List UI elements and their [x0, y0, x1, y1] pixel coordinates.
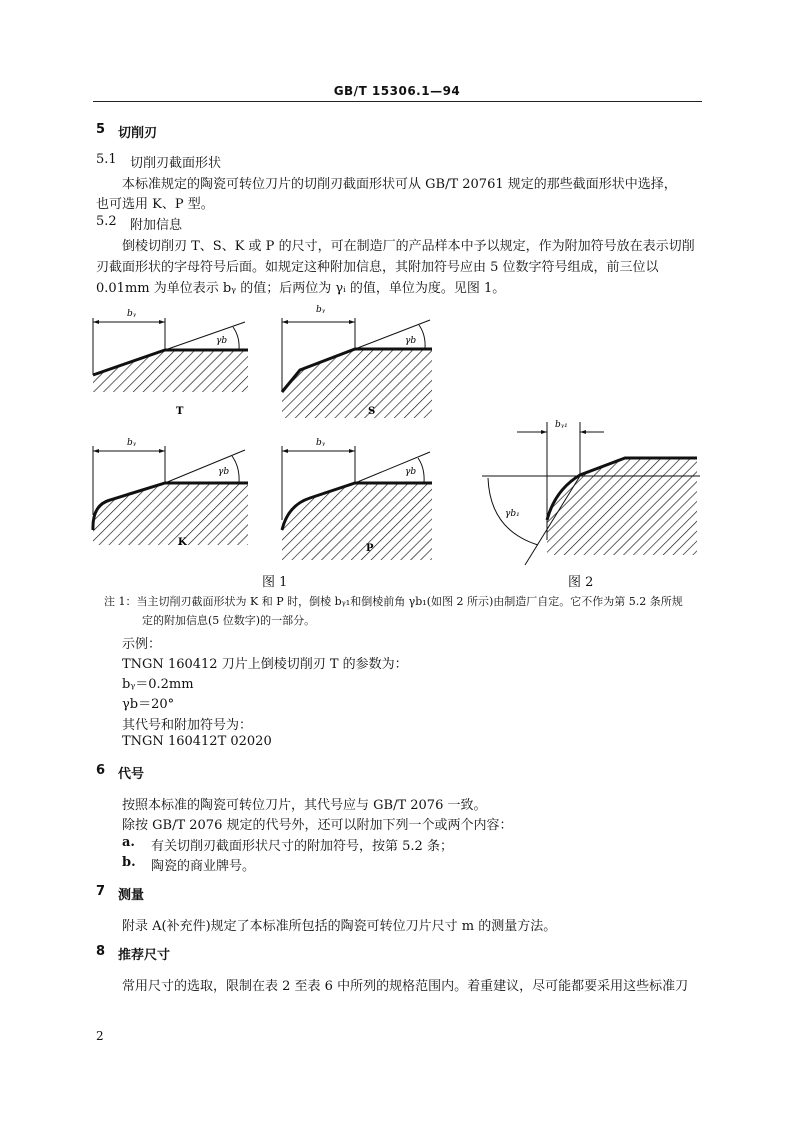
fig2-g-label: γb₁ [505, 509, 520, 519]
sec6-item-a: 有关切削刃截面形状尺寸的附加符号，按第 5.2 条； [151, 839, 453, 854]
sec6-item-a-label: a. [122, 835, 135, 850]
S-letter: S [368, 406, 376, 417]
sec5-2-num: 5.2 [96, 214, 117, 229]
example-line2: bᵧ＝0.2mm [122, 677, 194, 692]
S-b-label: bᵧ [316, 305, 326, 315]
sec8-title: 推荐尺寸 [118, 948, 171, 963]
header-code: GB/T 15306.1—94 [333, 84, 461, 98]
sec5-2-line3: 0.01mm 为单位表示 bᵧ 的值；后两位为 γᵢ 的值，单位为度。见图 1。 [96, 281, 506, 296]
S-g-label: γb [405, 336, 417, 346]
note-line1: 注 1：当主切削刃截面形状为 K 和 P 时，倒棱 bᵧ₁和倒棱前角 γb₁(如图 2 所示)由制造厂自定。它不作为第 5.2 条所规 [104, 595, 683, 608]
sec5-1-line2: 也可选用 K、P 型。 [96, 197, 214, 212]
sec7-line1: 附录 A(补充件)规定了本标准所包括的陶瓷可转位刀片尺寸 m 的测量方法。 [122, 919, 557, 934]
example-line1: TNGN 160412 刀片上倒棱切削刃 T 的参数为： [122, 657, 408, 672]
fig2-b-label: bᵧ₁ [555, 420, 568, 430]
K-letter: K [178, 537, 187, 548]
sec8-line1: 常用尺寸的选取，限制在表 2 至表 6 中所列的规格范围内。着重建议，尽可能都要采用这些标准刀 [122, 979, 689, 994]
T-letter: T [176, 406, 184, 417]
page-number: 2 [96, 1029, 104, 1043]
P-b-label: bᵧ [316, 438, 326, 448]
T-g-label: γb [216, 336, 228, 346]
figure2-drawing [482, 420, 700, 565]
example-line3: γb＝20° [122, 697, 175, 712]
example-line5: TNGN 160412T 02020 [122, 734, 272, 749]
K-g-label: γb [218, 467, 230, 477]
sec6-title: 代号 [118, 767, 145, 782]
sec5-1-num: 5.1 [96, 152, 117, 167]
profile-P [282, 438, 432, 560]
example-line4: 其代号和附加符号为： [122, 718, 253, 733]
sec5-2-title: 附加信息 [130, 218, 183, 233]
sec7-title: 测量 [118, 888, 145, 903]
sec5-2-line2: 刃截面形状的字母符号后面。如规定这种附加信息，其附加符号应由 5 位数字符号组成，前三位以 [96, 260, 659, 275]
sec7-num: 7 [96, 884, 106, 899]
sec5-1-title: 切削刃截面形状 [130, 156, 222, 171]
figure1-caption: 图 1 [262, 575, 288, 590]
sec6-line1: 按照本标准的陶瓷可转位刀片，其代号应与 GB/T 2076 一致。 [122, 798, 487, 813]
figure2-caption: 图 2 [568, 575, 594, 590]
sec5-num: 5 [96, 122, 106, 137]
sec6-num: 6 [96, 763, 106, 778]
sec6-item-b: 陶瓷的商业牌号。 [151, 859, 256, 874]
example-heading: 示例： [122, 637, 162, 652]
sec5-2-line1: 倒棱切削刃 T、S、K 或 P 的尺寸，可在制造厂的产品样本中予以规定，作为附加符号放在表示切削 [122, 239, 695, 254]
note-line2: 定的附加信息(5 位数字)的一部分。 [142, 614, 316, 627]
sec8-num: 8 [96, 944, 106, 959]
P-g-label: γb [405, 467, 417, 477]
profile-T [93, 309, 248, 417]
sec5-title: 切削刃 [118, 126, 158, 141]
K-b-label: bᵧ [127, 438, 137, 448]
P-letter: P [366, 543, 374, 554]
profile-K [93, 438, 248, 548]
sec5-1-line1: 本标准规定的陶瓷可转位刀片的切削刃截面形状可从 GB/T 20761 规定的那些截面形状中选择， [122, 177, 677, 192]
sec6-item-b-label: b. [122, 855, 136, 870]
T-b-label: bᵧ [127, 309, 137, 319]
profile-S [282, 305, 432, 418]
sec6-line2: 除按 GB/T 2076 规定的代号外，还可以附加下列一个或两个内容： [122, 818, 513, 833]
